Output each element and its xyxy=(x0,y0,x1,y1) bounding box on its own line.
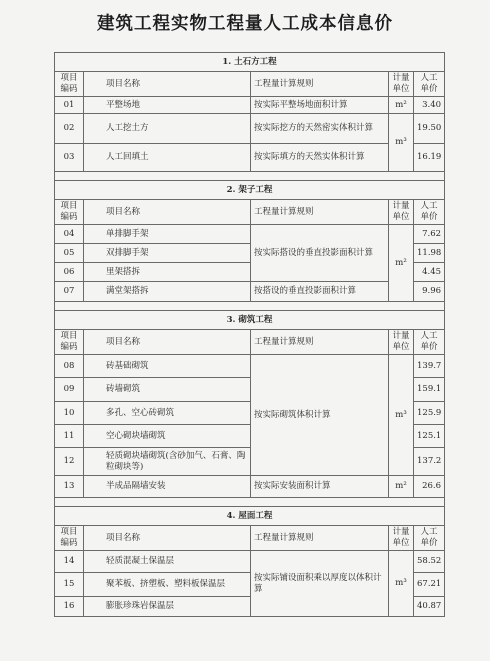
row-name: 砖基础砌筑 xyxy=(84,355,251,378)
header-code: 项目编码 xyxy=(55,72,84,97)
document-title: 建筑工程实物工程量人工成本信息价 xyxy=(97,14,393,34)
section-title-row xyxy=(55,311,445,330)
row-name: 空心砌块墙砌筑 xyxy=(84,425,251,448)
header-row xyxy=(55,200,445,225)
row-code: 11 xyxy=(55,425,84,448)
header-name: 项目名称 xyxy=(84,330,251,355)
row-unit: m² xyxy=(389,476,414,498)
table-row xyxy=(55,225,445,244)
row-code: 16 xyxy=(55,597,84,617)
row-name: 轻质砌块墙砌筑(含砂加气、石膏、陶粒砌块等) xyxy=(84,448,251,476)
row-price: 139.7 xyxy=(414,355,445,378)
row-code: 01 xyxy=(55,97,84,114)
header-rule: 工程量计算规则 xyxy=(251,72,389,97)
row-price: 125.9 xyxy=(414,402,445,425)
header-price: 人工单价 xyxy=(414,330,445,355)
row-price: 159.1 xyxy=(414,378,445,402)
row-unit: m² xyxy=(389,97,414,114)
row-name: 满堂架搭拆 xyxy=(84,282,251,302)
row-name: 双排脚手架 xyxy=(84,244,251,263)
table-row xyxy=(55,355,445,378)
row-name: 轻质混凝土保温层 xyxy=(84,551,251,573)
row-unit: m³ xyxy=(389,355,414,476)
row-code: 13 xyxy=(55,476,84,498)
row-unit: m² xyxy=(389,225,414,302)
header-row xyxy=(55,330,445,355)
row-price: 16.19 xyxy=(414,144,445,172)
row-rule: 按搭设的垂直投影面积计算 xyxy=(251,282,389,302)
row-price: 9.96 xyxy=(414,282,445,302)
section-title: 3. 砌筑工程 xyxy=(55,311,445,330)
row-price: 67.21 xyxy=(414,573,445,597)
row-code: 04 xyxy=(55,225,84,244)
row-name: 人工回填土 xyxy=(84,144,251,172)
row-price: 40.87 xyxy=(414,597,445,617)
row-price: 11.98 xyxy=(414,244,445,263)
row-price: 58.52 xyxy=(414,551,445,573)
row-code: 12 xyxy=(55,448,84,476)
row-price: 125.1 xyxy=(414,425,445,448)
row-rule: 按实际挖方的天然密实体积计算 xyxy=(251,114,389,144)
table-row xyxy=(55,282,445,302)
row-rule: 按实际铺设面积乘以厚度以体积计算 xyxy=(251,551,389,617)
row-price: 19.50 xyxy=(414,114,445,144)
row-unit: m³ xyxy=(389,114,414,172)
header-price: 人工单价 xyxy=(414,526,445,551)
header-rule: 工程量计算规则 xyxy=(251,330,389,355)
row-rule: 按实际搭设的垂直投影面积计算 xyxy=(251,225,389,282)
row-name: 多孔、空心砖砌筑 xyxy=(84,402,251,425)
row-name: 人工挖土方 xyxy=(84,114,251,144)
row-name: 半成品隔墙安装 xyxy=(84,476,251,498)
row-code: 10 xyxy=(55,402,84,425)
row-code: 07 xyxy=(55,282,84,302)
header-unit: 计量单位 xyxy=(389,200,414,225)
row-price: 4.45 xyxy=(414,263,445,282)
row-name: 膨胀珍珠岩保温层 xyxy=(84,597,251,617)
row-rule: 按实际安装面积计算 xyxy=(251,476,389,498)
row-code: 14 xyxy=(55,551,84,573)
section-title: 2. 架子工程 xyxy=(55,181,445,200)
row-rule: 按实际填方的天然实体积计算 xyxy=(251,144,389,172)
row-name: 里架搭拆 xyxy=(84,263,251,282)
header-rule: 工程量计算规则 xyxy=(251,200,389,225)
row-code: 03 xyxy=(55,144,84,172)
header-code: 项目编码 xyxy=(55,526,84,551)
row-code: 09 xyxy=(55,378,84,402)
row-price: 137.2 xyxy=(414,448,445,476)
header-unit: 计量单位 xyxy=(389,330,414,355)
table-row xyxy=(55,476,445,498)
table-row xyxy=(55,144,445,172)
header-row xyxy=(55,72,445,97)
header-price: 人工单价 xyxy=(414,72,445,97)
row-code: 05 xyxy=(55,244,84,263)
header-price: 人工单价 xyxy=(414,200,445,225)
header-name: 项目名称 xyxy=(84,526,251,551)
header-row xyxy=(55,526,445,551)
section-title: 4. 屋面工程 xyxy=(55,507,445,526)
row-rule: 按实际砌筑体积计算 xyxy=(251,355,389,476)
header-code: 项目编码 xyxy=(55,200,84,225)
row-name: 平整场地 xyxy=(84,97,251,114)
section-title-row xyxy=(55,53,445,72)
row-name: 聚苯板、挤塑板、塑料板保温层 xyxy=(84,573,251,597)
row-code: 06 xyxy=(55,263,84,282)
header-unit: 计量单位 xyxy=(389,72,414,97)
table-row xyxy=(55,551,445,573)
row-code: 15 xyxy=(55,573,84,597)
header-rule: 工程量计算规则 xyxy=(251,526,389,551)
header-unit: 计量单位 xyxy=(389,526,414,551)
row-price: 3.40 xyxy=(414,97,445,114)
section-title-row xyxy=(55,507,445,526)
row-rule: 按实际平整场地面积计算 xyxy=(251,97,389,114)
row-name: 单排脚手架 xyxy=(84,225,251,244)
row-name: 砖墙砌筑 xyxy=(84,378,251,402)
header-name: 项目名称 xyxy=(84,200,251,225)
row-price: 7.62 xyxy=(414,225,445,244)
table-row xyxy=(55,97,445,114)
header-code: 项目编码 xyxy=(55,330,84,355)
row-unit: m³ xyxy=(389,551,414,617)
row-code: 08 xyxy=(55,355,84,378)
header-name: 项目名称 xyxy=(84,72,251,97)
row-code: 02 xyxy=(55,114,84,144)
table-row xyxy=(55,114,445,144)
section-title: 1. 土石方工程 xyxy=(55,53,445,72)
section-title-row xyxy=(55,181,445,200)
labor-cost-table xyxy=(54,52,445,617)
row-price: 26.6 xyxy=(414,476,445,498)
